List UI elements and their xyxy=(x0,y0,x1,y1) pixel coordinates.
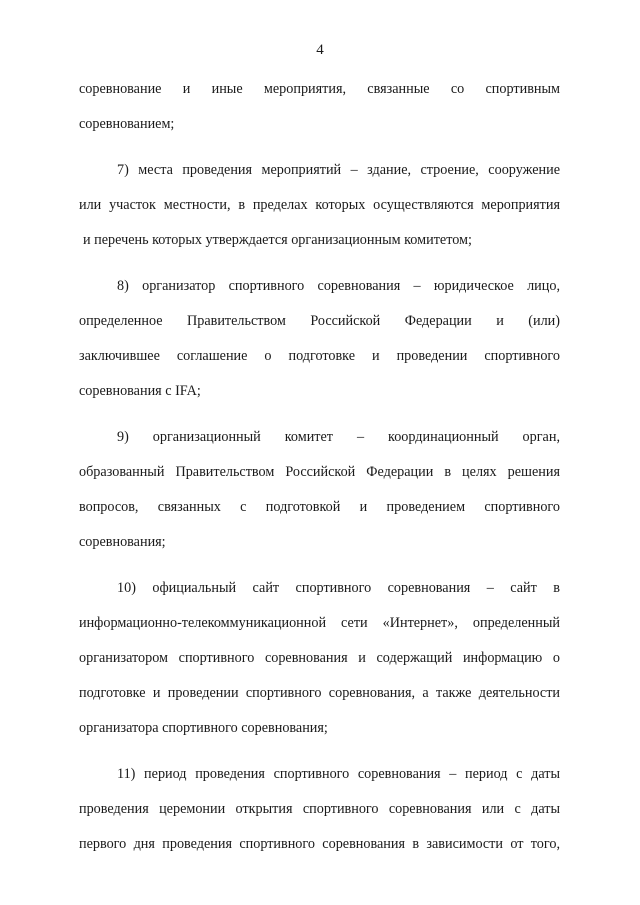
page-number: 4 xyxy=(316,42,324,58)
text-line: соревнования; xyxy=(79,534,166,550)
text-line: подготовке и проведении спортивного соревнования, а также деятельности xyxy=(79,685,560,701)
text-line: вопросов, связанных с подготовкой и проведением спортивного xyxy=(79,499,560,515)
text-line: 10) официальный сайт спортивного соревнования – сайт в xyxy=(117,580,560,596)
text-line: 7) места проведения мероприятий – здание, строение, сооружение xyxy=(117,162,560,178)
text-line: организатором спортивного соревнования и содержащий информацию о xyxy=(79,650,560,666)
text-line: соревнования с IFA; xyxy=(79,383,201,399)
text-line: организатора спортивного соревнования; xyxy=(79,720,328,736)
text-line: 9) организационный комитет – координационный орган, xyxy=(117,429,560,445)
text-line: первого дня проведения спортивного соревнования в зависимости от того, xyxy=(79,836,560,852)
text-line: проведения церемонии открытия спортивного соревнования или с даты xyxy=(79,801,560,817)
text-line: или участок местности, в пределах которых осуществляются мероприятия xyxy=(79,197,560,213)
text-line: образованный Правительством Российской Федерации в целях решения xyxy=(79,464,560,480)
text-line: соревнованием; xyxy=(79,116,175,132)
document-body xyxy=(79,78,560,856)
text-line: информационно-телекоммуникационной сети «Интернет», определенный xyxy=(79,615,560,631)
text-line: и перечень которых утверждается организационным комитетом; xyxy=(83,232,472,248)
text-line: определенное Правительством Российской Федерации и (или) xyxy=(79,313,560,329)
text-line: соревнование и иные мероприятия, связанные со спортивным xyxy=(79,81,560,97)
text-line: заключившее соглашение о подготовке и проведении спортивного xyxy=(79,348,560,364)
text-line: 8) организатор спортивного соревнования – юридическое лицо, xyxy=(117,278,560,294)
text-line: 11) период проведения спортивного соревнования – период с даты xyxy=(117,766,560,782)
